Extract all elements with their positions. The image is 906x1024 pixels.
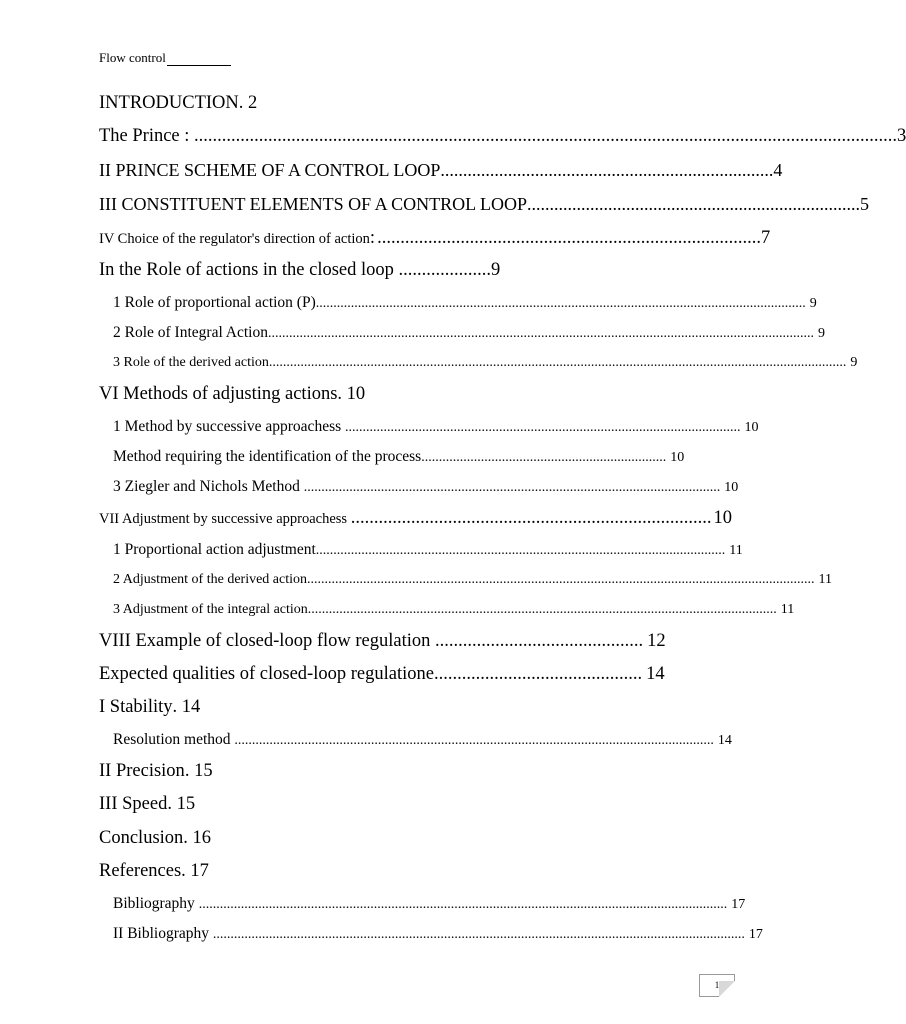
leader-dots: .....................................................................................................................	[315, 543, 726, 558]
toc-entry[interactable]	[113, 448, 685, 466]
toc-label: Method requiring the identification of the process	[113, 448, 422, 465]
toc-label: The Prince :	[99, 126, 195, 146]
header-rule	[167, 53, 231, 66]
toc-entry[interactable]	[99, 160, 783, 181]
leader-dots: .............................................	[434, 631, 644, 651]
leader-dots: ......................................................................	[421, 450, 667, 465]
toc-label: Expected qualities of closed-loop regulatione	[99, 664, 434, 684]
toc-page: 9	[809, 296, 817, 311]
toc-entry[interactable]	[113, 418, 759, 436]
toc-page: 11	[780, 602, 795, 617]
toc-label: II PRINCE SCHEME OF A CONTROL LOOP	[99, 160, 441, 180]
toc-label: Conclusion	[99, 828, 184, 848]
toc-page: 3	[897, 126, 906, 146]
toc-label-suffix: :	[369, 228, 376, 248]
toc-label: Bibliography	[113, 895, 199, 912]
toc-label: II Precision	[99, 761, 185, 781]
toc-entry[interactable]: Conclusion . 16	[99, 828, 212, 848]
leader-dots: ..............................................................................	[350, 508, 712, 528]
toc-entry[interactable]	[113, 478, 739, 496]
leader-dots: .......................................................................................................................................................	[198, 897, 728, 912]
toc-entry[interactable]: I Stability . 14	[99, 697, 201, 717]
toc-label: 1 Role of proportional action (P)	[113, 294, 316, 311]
leader-dots: .....................................................................................................................................................................	[268, 355, 847, 370]
toc-page: 9	[817, 326, 825, 341]
toc-entry[interactable]	[113, 355, 858, 371]
toc-entry[interactable]	[113, 602, 795, 618]
toc-entry[interactable]: VI Methods of adjusting actions . 10	[99, 384, 366, 404]
toc-label: II Bibliography	[113, 925, 213, 942]
leader-dots: .................................................................................................................	[345, 420, 741, 435]
toc-entry[interactable]	[113, 324, 825, 342]
leader-dots: ....................	[398, 260, 492, 280]
leader-dots: ............................................................................................................................................................	[267, 326, 814, 341]
toc-label: I Stability	[99, 697, 173, 717]
header-title: Flow control	[99, 50, 166, 65]
toc-label: Resolution method	[113, 731, 235, 748]
leader-dots: .........................................................................................................................................	[234, 733, 714, 748]
toc-entry[interactable]	[113, 294, 817, 312]
toc-label: VII Adjustment by successive approachess	[99, 511, 351, 527]
toc-page: 14	[181, 697, 201, 717]
toc-entry[interactable]	[113, 731, 732, 749]
leader-dots: ..........................................................................	[440, 160, 774, 180]
toc-entry[interactable]	[113, 925, 763, 943]
toc-page: 14	[717, 733, 732, 748]
toc-page: 17	[748, 927, 763, 942]
leader-dots: .................................................................................................................................................	[307, 572, 815, 587]
toc-entry[interactable]: References . 17	[99, 861, 209, 881]
toc-label: 1 Proportional action adjustment	[113, 541, 316, 558]
toc-page: 2	[248, 93, 258, 113]
toc-entry[interactable]	[99, 631, 666, 652]
toc-entry[interactable]	[99, 228, 771, 249]
toc-entry[interactable]	[99, 508, 732, 529]
toc-page: 10	[744, 420, 759, 435]
leader-dots: ........................................................................................................................................................	[212, 927, 745, 942]
leader-dots: ..........................................................................	[527, 194, 860, 214]
toc-entry[interactable]	[99, 664, 665, 685]
toc-page: 7	[760, 228, 771, 248]
toc-page: 15	[176, 794, 196, 814]
toc-label: III CONSTITUENT ELEMENTS OF A CONTROL LOOP	[99, 194, 527, 214]
toc-label: 2 Role of Integral Action	[113, 324, 268, 341]
toc-page: 10	[724, 480, 739, 495]
toc-page: 14	[646, 664, 665, 684]
leader-dots: ............................................................................................................................................	[315, 296, 806, 311]
toc-page: 9	[850, 355, 858, 370]
leader-dots: ........................................................................................................................................................	[194, 126, 898, 146]
toc-label: VIII Example of closed-loop flow regulation	[99, 631, 435, 651]
toc-page: 17	[190, 861, 209, 881]
toc-page: 5	[860, 194, 869, 214]
toc-entry[interactable]	[99, 260, 501, 281]
toc-page: 9	[491, 260, 501, 280]
toc-label: 2 Adjustment of the derived action	[113, 572, 308, 587]
toc-label: References	[99, 861, 182, 881]
leader-dots: .......................................................................................................................	[303, 480, 721, 495]
page-number-tag	[699, 974, 735, 997]
toc-page: 4	[773, 160, 783, 180]
running-header	[99, 50, 231, 66]
leader-dots: ......................................................................................................................................	[307, 602, 777, 617]
toc-label: IV Choice of the regulator's direction of action	[99, 231, 370, 247]
toc-label: 3 Adjustment of the integral action	[113, 602, 308, 617]
toc-label: In the Role of actions in the closed loop	[99, 260, 399, 280]
toc-page: 15	[194, 761, 213, 781]
toc-label: INTRODUCTION	[99, 93, 239, 113]
toc-page: 10	[713, 508, 732, 528]
page-number: 1	[714, 980, 720, 990]
toc-entry[interactable]	[99, 194, 869, 215]
toc-page: 17	[731, 897, 746, 912]
toc-page: 11	[818, 572, 832, 587]
toc-page: 12	[647, 631, 666, 651]
toc-page: 10	[670, 450, 685, 465]
toc-page: 16	[192, 828, 212, 848]
toc-label: III Speed	[99, 794, 168, 814]
toc-page: 10	[346, 384, 366, 404]
toc-entry[interactable]: INTRODUCTION . 2	[99, 93, 258, 113]
toc-entry[interactable]	[113, 572, 832, 588]
toc-entry[interactable]	[113, 895, 746, 913]
toc-label: 3 Ziegler and Nichols Method	[113, 478, 304, 495]
toc-label: VI Methods of adjusting actions	[99, 384, 338, 404]
toc-entry[interactable]	[99, 126, 906, 147]
leader-dots: ...................................................................................	[377, 228, 761, 248]
leader-dots: .............................................	[433, 664, 643, 684]
toc-entry[interactable]	[113, 541, 743, 559]
toc-entry[interactable]: III Speed . 15	[99, 794, 196, 814]
toc-label: 3 Role of the derived action	[113, 355, 269, 370]
toc-entry[interactable]: II Precision . 15	[99, 761, 213, 781]
toc-label: 1 Method by successive approachess	[113, 418, 346, 435]
toc-page: 11	[729, 543, 743, 558]
